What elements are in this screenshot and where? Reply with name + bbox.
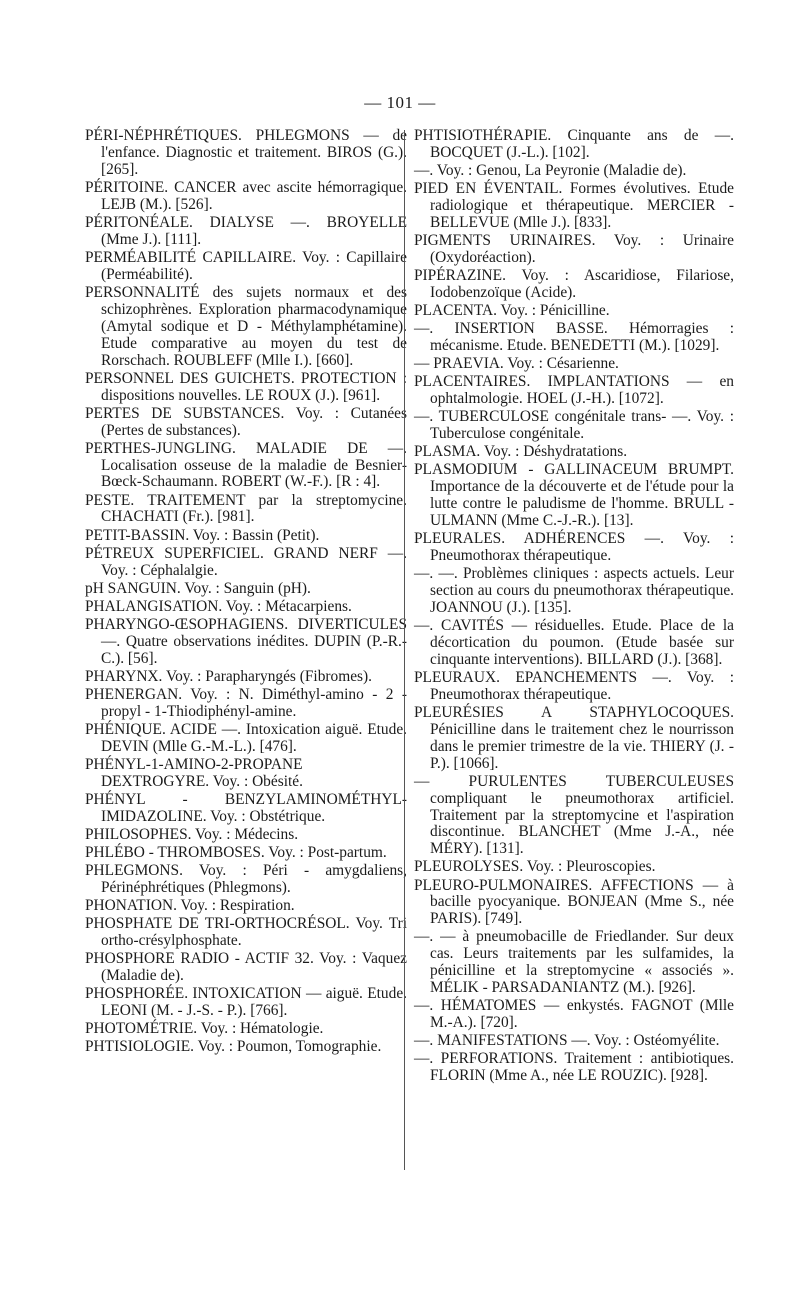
index-entry: PESTE. TRAITEMENT par la streptomycine. CHACHATI (Fr.). [981]. [85, 491, 407, 526]
index-entry: PLACENTAIRES. IMPLANTATIONS — en ophtalmologie. HOEL (J.-H.). [1072]. [414, 373, 734, 408]
index-entry: — PRAEVIA. Voy. : Césarienne. [414, 355, 619, 373]
index-entry: PERSONNEL DES GUICHETS. PROTECTION : dispositions nouvelles. LE ROUX (J.). [961]. [85, 369, 407, 404]
index-entry: —. — à pneumobacille de Friedlander. Sur deux cas. Leurs traitements par les sulfamides, la pénicilline et la streptomycine « associés ». MÉLIK - PARSADANIANTZ (M.). [926]. [414, 928, 734, 997]
index-entry: PLACENTA. Voy. : Pénicilline. [414, 302, 610, 319]
index-entry: PÉRITONÉALE. DIALYSE —. BROYELLE (Mme J.). [111]. [85, 213, 407, 248]
index-entry: PÉRITOINE. CANCER avec ascite hémorragique. LEJB (M.). [526]. [85, 178, 407, 213]
index-entry: PHALANGISATION. Voy. : Métacarpiens. [85, 597, 352, 615]
index-entry: PHONATION. Voy. : Respiration. [85, 897, 295, 914]
index-entry: PHÉNYL-1-AMINO-2-PROPANE DEXTROGYRE. Voy. : Obésité. [85, 755, 303, 790]
index-entry: PERTES DE SUBSTANCES. Voy. : Cutanées (Pertes de substances). [85, 404, 407, 439]
index-entry: pH SANGUIN. Voy. : Sanguin (pH). [85, 579, 311, 597]
index-entry: PHLÉBO - THROMBOSES. Voy. : Post-partum. [85, 843, 387, 861]
index-entry: —. Voy. : Genou, La Peyronie (Maladie de). [414, 162, 687, 179]
index-entry: PHARYNGO-ŒSOPHAGIENS. DIVERTICULES —. Quatre observations inédites. DUPIN (P.-R.-C.). [56]. [85, 615, 407, 667]
index-entry: PHOTOMÉTRIE. Voy. : Hématologie. [85, 1020, 324, 1038]
index-entry: PHTISIOLOGIE. Voy. : Poumon, Tomographie. [85, 1038, 382, 1056]
index-entry: PÉTREUX SUPERFICIEL. GRAND NERF —. Voy. : Céphalalgie. [85, 544, 407, 579]
index-entry: PHLEGMONS. Voy. : Péri - amygdaliens, Périnéphrétiques (Phlegmons). [85, 862, 407, 896]
index-entry: PHOSPHORÉE. INTOXICATION — aiguë. Etude. LEONI (M. - J.-S. - P.). [766]. [85, 985, 407, 1019]
index-entry: PIPÉRAZINE. Voy. : Ascaridiose, Filariose, Iodobenzoïque (Acide). [414, 267, 734, 301]
right-column [414, 128, 734, 1086]
column-divider [404, 130, 405, 1170]
index-entry: PERSONNALITÉ des sujets normaux et des schizophrènes. Exploration pharmacodynamique (Amytal sodique et D - Méthylamphétamine). Etude comparative au moyen du test de Rorschach. ROUBLEFF (Mlle I.). [660]. [85, 283, 407, 369]
index-entry: PHTISIOTHÉRAPIE. Cinquante ans de —. BOCQUET (J.-L.). [102]. [414, 127, 734, 161]
index-entry: —. PERFORATIONS. Traitement : antibiotiques. FLORIN (Mme A., née LE ROUZIC). [928]. [414, 1050, 734, 1085]
index-entry: PERMÉABILITÉ CAPILLAIRE. Voy. : Capillaire (Perméabilité). [85, 248, 407, 283]
index-entry: PHÉNYL - BENZYLAMINOMÉTHYL-IMIDAZOLINE. Voy. : Obstétrique. [85, 790, 407, 825]
index-entry: PHENERGAN. Voy. : N. Diméthyl-amino - 2 - propyl - 1-Thiodiphényl-amine. [85, 685, 407, 720]
index-entry: PLEURO-PULMONAIRES. AFFECTIONS — à bacille pyocyanique. BONJEAN (Mme S., née PARIS). [749]. [414, 876, 734, 928]
index-entry: PLEURALES. ADHÉRENCES —. Voy. : Pneumothorax thérapeutique. [414, 530, 734, 564]
index-entry: PLASMA. Voy. : Déshydratations. [414, 443, 628, 461]
index-entry: PÉRI-NÉPHRÉTIQUES. PHLEGMONS — de l'enfance. Diagnostic et traitement. BIROS (G.). [265]. [85, 127, 407, 178]
index-entry: PHARYNX. Voy. : Parapharyngés (Fibromes). [85, 667, 372, 685]
index-entry: PHILOSOPHES. Voy. : Médecins. [85, 825, 299, 843]
page-number: — 101 — [364, 93, 436, 112]
index-entry: PLEUROLYSES. Voy. : Pleuroscopies. [414, 858, 656, 876]
index-entry: PHOSPHATE DE TRI-ORTHOCRÉSOL. Voy. Tri ortho-crésylphosphate. [85, 915, 407, 949]
index-entry: PIED EN ÉVENTAIL. Formes évolutives. Etude radiologique et thérapeutique. MERCIER - BELLEVUE (Mlle J.). [833]. [414, 180, 734, 231]
index-entry: —. CAVITÉS — résiduelles. Etude. Place de la décortication du poumon. (Etude basée sur cinquante interventions). BILLARD (J.). [368]. [414, 617, 734, 668]
index-entry: PHÉNIQUE. ACIDE —. Intoxication aiguë. Etude. DEVIN (Mlle G.-M.-L.). [476]. [85, 720, 407, 755]
index-entry: PLASMODIUM - GALLINACEUM BRUMPT. Importance de la découverte et de l'étude pour la lutte contre le paludisme de l'homme. BRULL - ULMANN (Mme C.-J.-R.). [13]. [414, 461, 734, 529]
index-entry: —. —. Problèmes cliniques : aspects actuels. Leur section au cours du pneumothorax thérapeutique. JOANNOU (J.). [135]. [414, 565, 734, 616]
index-entry: PHOSPHORE RADIO - ACTIF 32. Voy. : Vaquez (Maladie de). [85, 950, 407, 984]
index-entry: PLEURAUX. EPANCHEMENTS —. Voy. : Pneumothorax thérapeutique. [414, 668, 734, 703]
index-entry: —. HÉMATOMES — enkystés. FAGNOT (Mlle M.-A.). [720]. [414, 997, 734, 1032]
index-entry: PETIT-BASSIN. Voy. : Bassin (Petit). [85, 526, 320, 544]
index-entry: PIGMENTS URINAIRES. Voy. : Urinaire (Oxydoréaction). [414, 232, 734, 266]
index-entry: —. INSERTION BASSE. Hémorragies : mécanisme. Etude. BENEDETTI (M.). [1029]. [414, 320, 734, 354]
left-column [85, 128, 407, 1057]
index-entry: —. MANIFESTATIONS —. Voy. : Ostéomyélite. [414, 1032, 720, 1050]
index-entry: —. TUBERCULOSE congénitale trans- —. Voy. : Tuberculose congénitale. [414, 408, 734, 443]
index-entry: — PURULENTES TUBERCULEUSES compliquant le pneumothorax artificiel. Traitement par la streptomycine et l'aspiration discontinue. BLANCHET (Mme J.-A., née MÉRY). [131]. [414, 772, 734, 858]
index-entry: PERTHES-JUNGLING. MALADIE DE —. Localisation osseuse de la maladie de Besnier-Bœck-Schaumann. ROBERT (W.-F.). [R : 4]. [85, 439, 407, 491]
index-entry: PLEURÉSIES A STAPHYLOCOQUES. Pénicilline dans le traitement chez le nourrisson dans le premier trimestre de la vie. THIERY (J. - P.). [1066]. [414, 703, 734, 772]
